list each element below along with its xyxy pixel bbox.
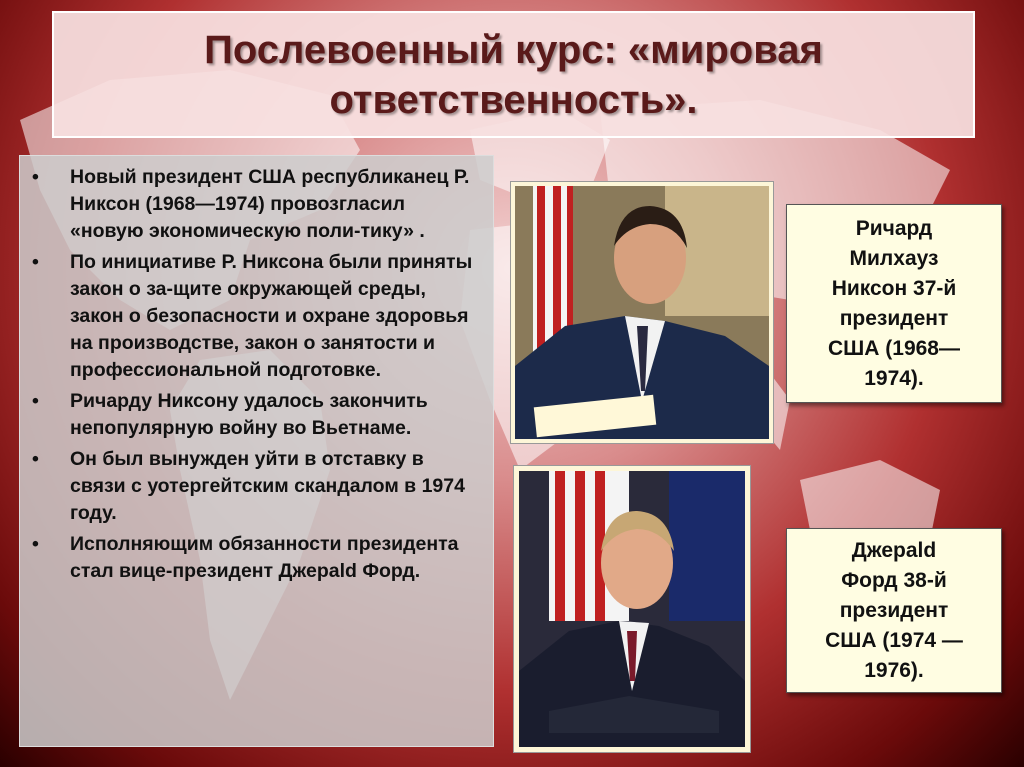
list-item — [32, 164, 483, 245]
bullet-text: Ричарду Никсону удалось закончить непопулярную войну во Вьетнаме. — [70, 390, 428, 439]
ford-caption-text: Джерald Форд 38-й президент США (1974 — 1976). — [825, 538, 963, 682]
list-item — [32, 446, 483, 527]
nixon-caption — [786, 204, 1002, 403]
bullet-marker: • — [32, 166, 39, 188]
title-box — [52, 11, 975, 138]
nixon-caption-text: Ричард Милхауз Никсон 37-й президент США (1968— 1974). — [828, 216, 960, 390]
bullet-text: Новый президент США республиканец Р. Никсон (1968—1974) провозгласил «новую экономическую поли-тику» . — [70, 166, 470, 242]
slide-title: Послевоенный курс: «мировая ответственность». — [204, 27, 823, 122]
ford-caption — [786, 528, 1002, 693]
bullet-text: Он был вынужден уйти в отставку в связи с уотергейтским скандалом в 1974 году. — [70, 448, 465, 524]
list-item — [32, 531, 483, 585]
ford-photo — [513, 465, 751, 753]
portrait-nixon-icon — [515, 186, 769, 439]
bullet-marker: • — [32, 533, 39, 555]
bullet-marker: • — [32, 390, 39, 412]
list-item — [32, 249, 483, 384]
list-item — [32, 388, 483, 442]
bullet-text: По инициативе Р. Никсона были приняты закон о за-щите окружающей среды, закон о безопасности и охране здоровья на производстве, закон о занятости и профессиональной подготовке. — [70, 251, 473, 381]
bullet-text: Исполняющим обязанности президента стал вице-президент Джерald Форд. — [70, 533, 459, 582]
portrait-ford-icon — [519, 471, 745, 747]
nixon-photo — [510, 181, 774, 444]
bullet-marker: • — [32, 251, 39, 273]
bullet-marker: • — [32, 448, 39, 470]
bullet-list — [28, 164, 483, 585]
text-panel — [19, 155, 494, 747]
